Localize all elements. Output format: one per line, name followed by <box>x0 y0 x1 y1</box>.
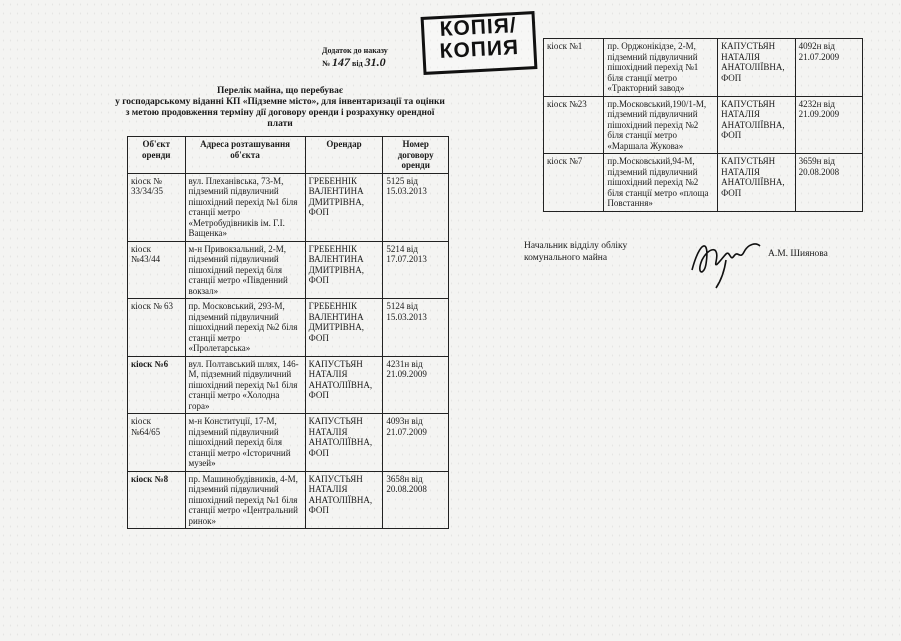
property-table <box>127 136 449 529</box>
cell-contract: 3659н від 20.08.2008 <box>795 154 862 212</box>
cell-address: пр. Московський, 293-М, підземний підвуличний пішохідний перехід №2 біля станції метро «Пролетарська» <box>185 299 305 357</box>
position-line-1: Начальник відділу обліку <box>524 241 628 251</box>
cell-address: вул. Плеханівська, 73-М, підземний підвуличний пішохідний перехід №1 біля станції метро «Метробудівників ім. Г.І. Ващенка» <box>185 173 305 241</box>
table-row <box>544 96 863 154</box>
cell-object: кіоск №43/44 <box>128 241 186 299</box>
copy-stamp <box>421 11 538 75</box>
position-line-2: комунального майна <box>524 253 608 263</box>
table-row <box>128 356 449 414</box>
signatory-name: А.М. Шиянова <box>768 249 828 259</box>
title-line-1: Перелік майна, що перебуває <box>217 86 343 96</box>
title-line-4: плати <box>267 119 293 129</box>
cell-contract: 4232н від 21.09.2009 <box>795 96 862 154</box>
cell-address: пр. Орджонікідзе, 2-М, підземний підвуличний пішохідний перехід №1 біля станції метро «Тракторний завод» <box>604 39 718 97</box>
cell-contract: 4231н від 21.09.2009 <box>383 356 449 414</box>
annex-date-value: 31.0 <box>364 55 386 69</box>
cell-object: кіоск №8 <box>128 471 186 529</box>
table-row <box>128 414 449 472</box>
cell-object: кіоск №6 <box>128 356 186 414</box>
cell-tenant: ГРЕБЕННІК ВАЛЕНТИНА ДМИТРІВНА, ФОП <box>305 241 383 299</box>
cell-tenant: КАПУСТЬЯН НАТАЛІЯ АНАТОЛІЇВНА, ФОП <box>718 96 795 154</box>
header-contract: Номер договору оренди <box>383 137 449 174</box>
property-table-continued <box>543 38 863 212</box>
cell-tenant: КАПУСТЬЯН НАТАЛІЯ АНАТОЛІЇВНА, ФОП <box>718 39 795 97</box>
annex-from-label: від <box>352 59 363 68</box>
document-title <box>100 86 460 130</box>
cell-address: пр.Московський,190/1-М, підземний підвуличний пішохідний перехід №2 біля станції метро «Маршала Жукова» <box>604 96 718 154</box>
table-row <box>128 471 449 529</box>
cell-tenant: КАПУСТЬЯН НАТАЛІЯ АНАТОЛІЇВНА, ФОП <box>305 414 383 472</box>
annex-no-label: № <box>322 59 331 68</box>
cell-object: кіоск №1 <box>544 39 604 97</box>
cell-object: кіоск №23 <box>544 96 604 154</box>
cell-object: кіоск № 33/34/35 <box>128 173 186 241</box>
table-header-row <box>128 137 449 174</box>
title-line-2: у господарському віданні КП «Підземне місто», для інвентаризації та оцінки <box>115 97 445 107</box>
table-row <box>128 173 449 241</box>
cell-address: вул. Полтавський шлях, 146-М, підземний підвуличний пішохідний перехід №1 біля станції метро «Холодна гора» <box>185 356 305 414</box>
table-row <box>128 299 449 357</box>
cell-tenant: КАПУСТЬЯН НАТАЛІЯ АНАТОЛІЇВНА, ФОП <box>718 154 795 212</box>
annex-reference <box>322 46 388 70</box>
cell-object: кіоск №64/65 <box>128 414 186 472</box>
cell-contract: 4092н від 21.07.2009 <box>795 39 862 97</box>
cell-tenant: КАПУСТЬЯН НАТАЛІЯ АНАТОЛІЇВНА, ФОП <box>305 356 383 414</box>
cell-object: кіоск № 63 <box>128 299 186 357</box>
header-object: Об'єкт оренди <box>128 137 186 174</box>
cell-address: пр.Московський,94-М, підземний підвуличний пішохідний перехід №2 біля станції метро «площа Повстання» <box>604 154 718 212</box>
cell-tenant: КАПУСТЬЯН НАТАЛІЯ АНАТОЛІЇВНА, ФОП <box>305 471 383 529</box>
stamp-line-1: КОПІЯ/ <box>439 14 518 42</box>
table-row <box>544 39 863 97</box>
cell-tenant: ГРЕБЕННІК ВАЛЕНТИНА ДМИТРІВНА, ФОП <box>305 299 383 357</box>
header-tenant: Орендар <box>305 137 383 174</box>
cell-contract: 5214 від 17.07.2013 <box>383 241 449 299</box>
stamp-line-2: КОПИЯ <box>439 35 520 64</box>
cell-contract: 5124 від 15.03.2013 <box>383 299 449 357</box>
handwritten-signature <box>686 230 766 290</box>
cell-address: м-н Конституції, 17-М, підземний підвуличний пішохідний перехід біля станції метро «Історичний музей» <box>185 414 305 472</box>
annex-no-value: 147 <box>332 55 351 69</box>
title-line-3: з метою продовження терміну дії договору оренди і розрахунку орендної <box>125 108 435 118</box>
cell-contract: 4093н від 21.07.2009 <box>383 414 449 472</box>
table-row <box>544 154 863 212</box>
cell-contract: 3658н від 20.08.2008 <box>383 471 449 529</box>
header-address: Адреса розташування об'єкта <box>185 137 305 174</box>
cell-address: м-н Привокзальний, 2-М, підземний підвуличний пішохідний перехід біля станції метро «Південний вокзал» <box>185 241 305 299</box>
cell-contract: 5125 від 15.03.2013 <box>383 173 449 241</box>
cell-tenant: ГРЕБЕННІК ВАЛЕНТИНА ДМИТРІВНА, ФОП <box>305 173 383 241</box>
annex-label: Додаток до наказу <box>322 46 388 55</box>
cell-object: кіоск №7 <box>544 154 604 212</box>
signatory-position <box>524 240 627 264</box>
cell-address: пр. Машинобудівників, 4-М, підземний підвуличний пішохідний перехід №1 біля станції метро «Центральний ринок» <box>185 471 305 529</box>
table-row <box>128 241 449 299</box>
